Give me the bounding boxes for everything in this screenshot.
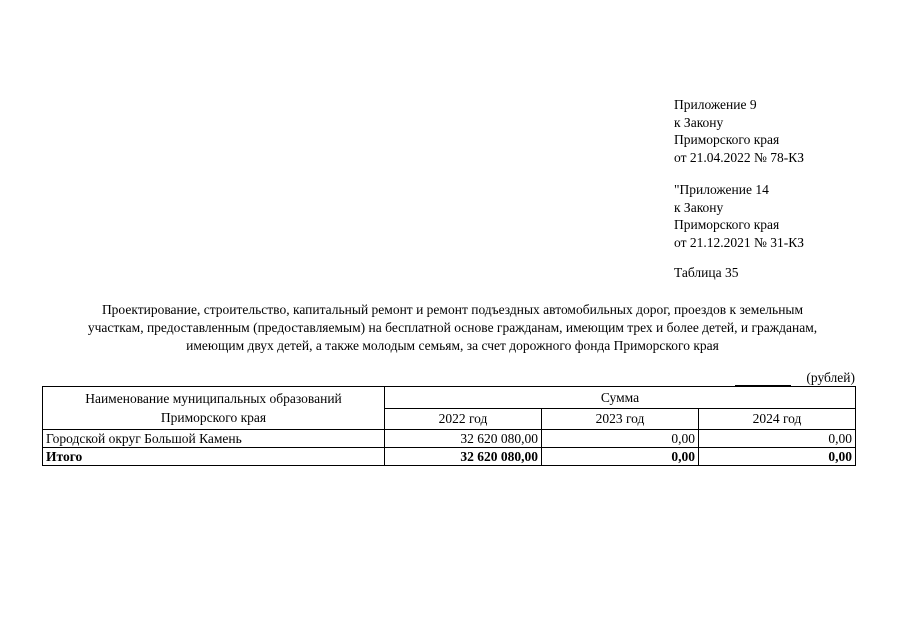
sum-column-header: Сумма [385, 387, 856, 409]
funding-table [42, 386, 856, 466]
municipality-column-header [43, 387, 385, 430]
table-row [43, 430, 856, 448]
header-line: Приморского края [160, 410, 267, 425]
municipality-name: Городской округ Большой Камень [43, 430, 385, 448]
header-line: Наименование муниципальных образований [85, 391, 342, 406]
total-2022: 32 620 080,00 [385, 448, 542, 466]
amount-2024: 0,00 [699, 430, 856, 448]
table-number: Таблица 35 [674, 265, 739, 280]
title-line: Проектирование, строительство, капитальный ремонт и ремонт подъездных автомобильных дорог, проездов к земельным [101, 302, 804, 317]
appendix-line: "Приложение 14 [674, 182, 769, 197]
total-2023: 0,00 [542, 448, 699, 466]
year-header-2023: 2023 год [542, 408, 699, 430]
appendix-line: к Закону [674, 114, 724, 130]
appendix-current-reference [674, 96, 804, 166]
year-header-2024: 2024 год [699, 408, 856, 430]
appendix-line: Приложение 9 [674, 97, 757, 112]
total-2024: 0,00 [699, 448, 856, 466]
total-label: Итого [43, 448, 385, 466]
title-line: имеющим двух детей, а также молодым семьям, за счет дорожного фонда Приморского края [186, 338, 719, 353]
appendix-line: от 21.12.2021 № 31-КЗ [674, 234, 804, 250]
document-title [40, 301, 865, 355]
appendix-line: от 21.04.2022 № 78-КЗ [674, 149, 804, 165]
units-label: (рублей) [806, 370, 855, 385]
appendix-line: Приморского края [674, 132, 780, 147]
amount-2023: 0,00 [542, 430, 699, 448]
appendix-line: Приморского края [674, 217, 780, 232]
appendix-line: к Закону [674, 199, 724, 215]
year-header-2022: 2022 год [385, 408, 542, 430]
title-line: участкам, предоставленным (предоставляемым) на бесплатной основе гражданам, имеющим трех и более детей, и гражданам, [87, 320, 818, 335]
total-row [43, 448, 856, 466]
amount-2022: 32 620 080,00 [385, 430, 542, 448]
table-header-row [43, 387, 856, 409]
appendix-original-reference [674, 181, 804, 251]
